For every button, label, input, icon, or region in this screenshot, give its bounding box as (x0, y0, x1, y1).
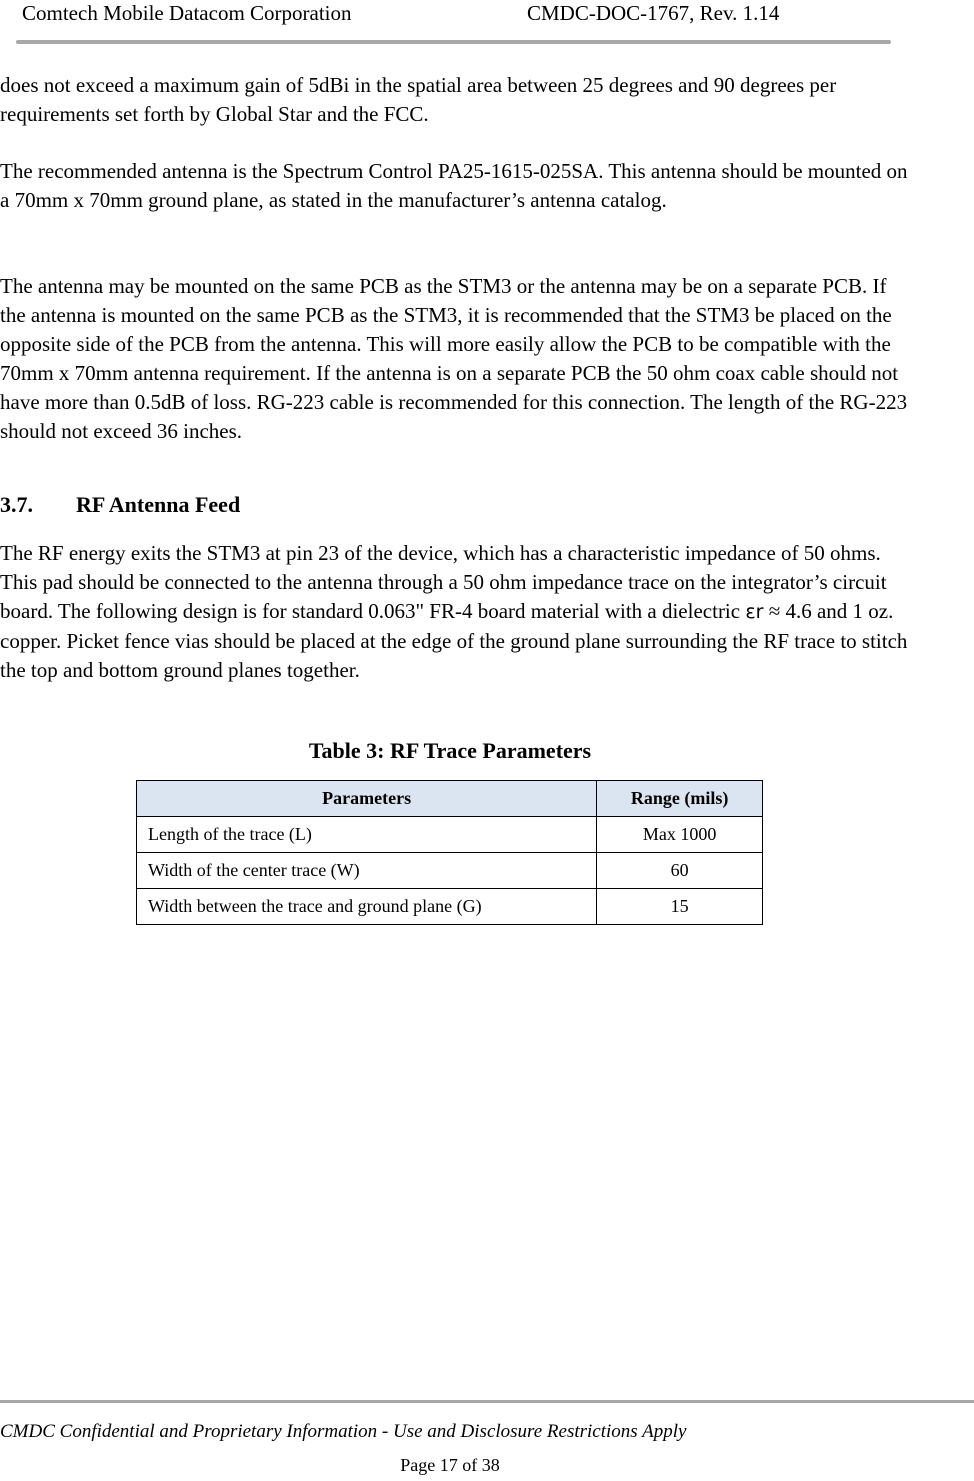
table-row (137, 889, 763, 925)
section-title: RF Antenna Feed (76, 492, 241, 517)
paragraph-antenna-gain: does not exceed a maximum gain of 5dBi in the spatial area between 25 degrees and 90 degrees per requirements set forth by Global Star and the FCC. (0, 73, 837, 126)
page-number: Page 17 of 38 (400, 1455, 500, 1475)
footer-divider (0, 1400, 974, 1403)
range-cell: 15 (597, 889, 763, 925)
paragraph-rf-feed (0, 539, 915, 685)
header-divider (16, 40, 891, 44)
header-parameters: Parameters (137, 781, 597, 817)
table-caption: Table 3: RF Trace Parameters (308, 738, 592, 763)
table-row (137, 817, 763, 853)
rf-feed-text-before: The RF energy exits the STM3 at pin 23 of the device, which has a characteristic impedance of 50 ohms. This pad should be connected to the antenna through a 50 ohm impedance trace on the integrator’s circuit board. The following design is for standard 0.063" FR-4 board material with a dielectric (0, 541, 887, 623)
parameter-cell: Width of the center trace (W) (137, 853, 597, 889)
dielectric-symbol: εr (745, 601, 764, 623)
table-row (137, 853, 763, 889)
header-range: Range (mils) (597, 781, 763, 817)
range-cell: Max 1000 (597, 817, 763, 853)
rf-trace-parameters-table (136, 780, 763, 925)
footer-confidential: CMDC Confidential and Proprietary Information - Use and Disclosure Restrictions Apply (0, 1421, 687, 1442)
parameter-cell: Width between the trace and ground plane (G) (137, 889, 597, 925)
range-cell: 60 (597, 853, 763, 889)
rf-feed-text-after: ≈ 4.6 and 1 oz. copper. Picket fence vias should be placed at the edge of the ground plane surrounding the RF trace to stitch the top and bottom ground planes together. (0, 599, 908, 682)
parameter-cell: Length of the trace (L) (137, 817, 597, 853)
table-header-row (137, 781, 763, 817)
header-doc-id: CMDC-DOC-1767, Rev. 1.14 (527, 1, 780, 25)
paragraph-recommended-antenna: The recommended antenna is the Spectrum Control PA25-1615-025SA. This antenna should be mounted on a 70mm x 70mm ground plane, as stated in the manufacturer’s antenna catalog. (0, 159, 908, 212)
section-number: 3.7. (0, 492, 33, 517)
header-company: Comtech Mobile Datacom Corporation (22, 1, 352, 25)
paragraph-antenna-mounting: The antenna may be mounted on the same PCB as the STM3 or the antenna may be on a separate PCB. If the antenna is mounted on the same PCB as the STM3, it is recommended that the STM3 be placed on the opposite side of the PCB from the antenna. This will more easily allow the PCB to be compatible with the 70mm x 70mm antenna requirement. If the antenna is on a separate PCB the 50 ohm coax cable should not have more than 0.5dB of loss. RG-223 cable is recommended for this connection. The length of the RG-223 should not exceed 36 inches. (0, 274, 908, 443)
